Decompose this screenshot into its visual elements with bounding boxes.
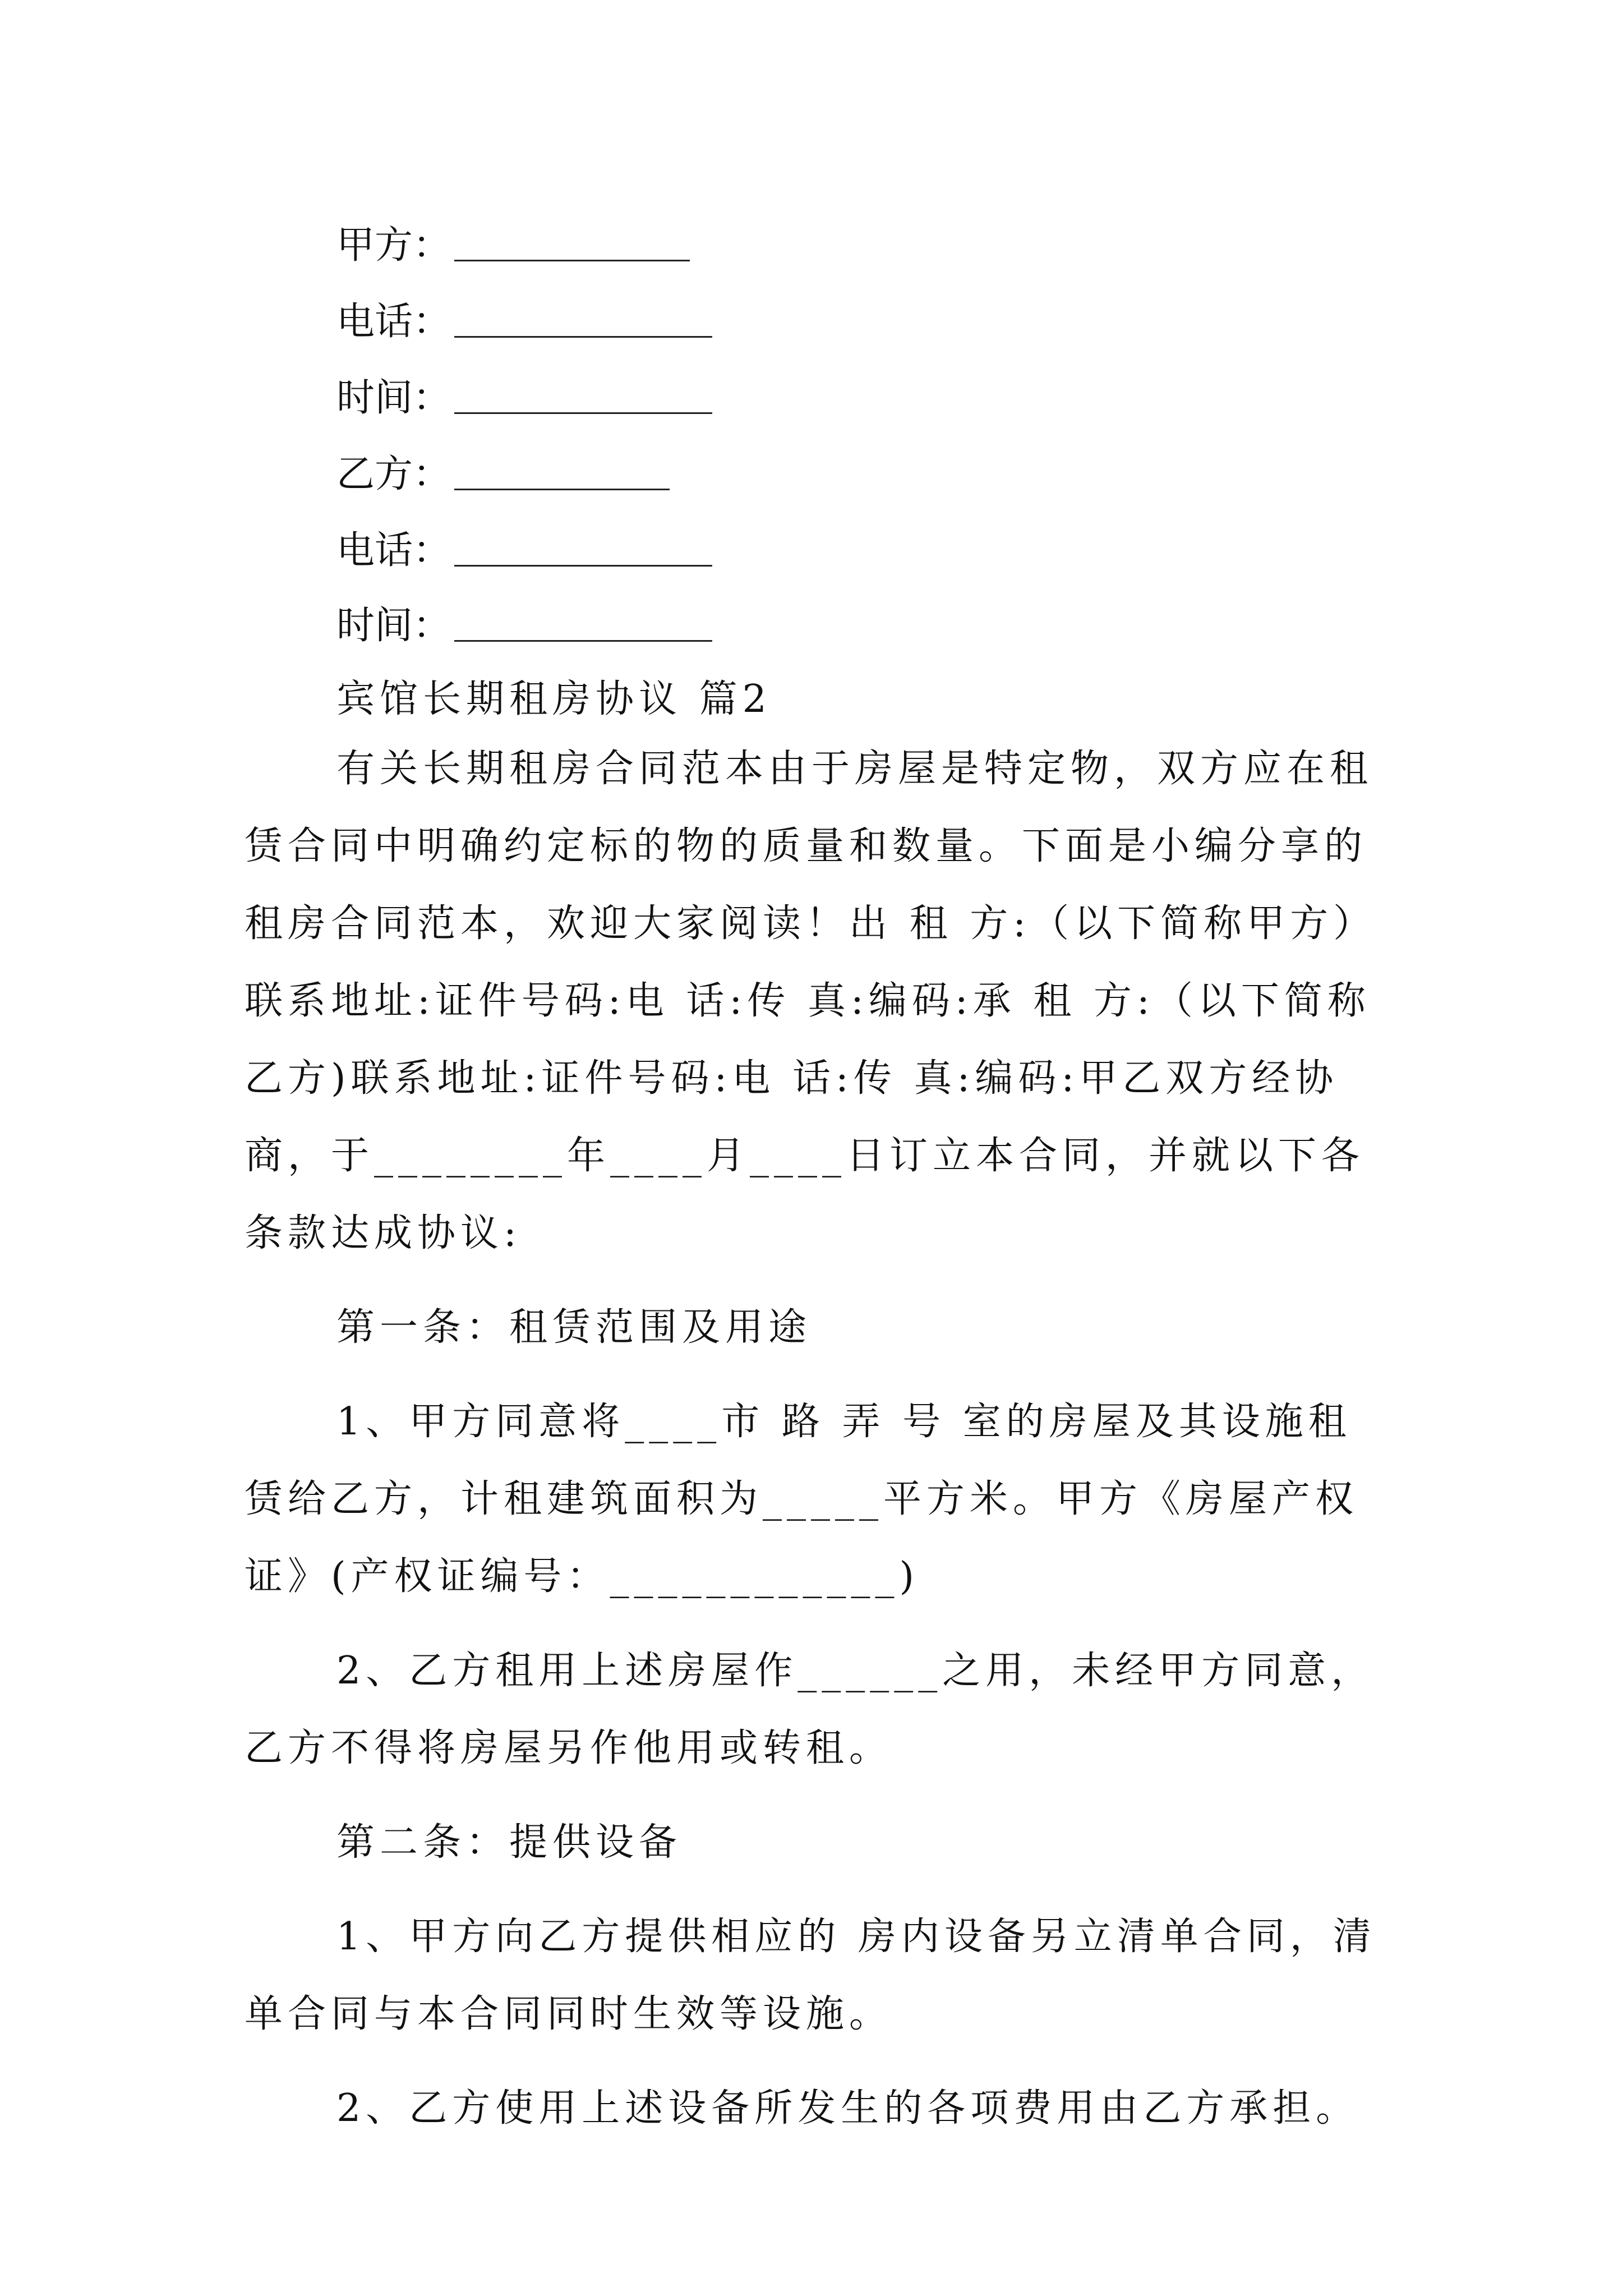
time-b-label: 时间： [336, 604, 451, 648]
intro-paragraph: 有关长期租房合同范本由于房屋是特定物，双方应在租赁合同中明确约定标的物的质量和数量。下面是小编分享的租房合同范本，欢迎大家阅读！出 租 方:（以下简称甲方）联系地址:证件号码:电 话:传 真:编码:承 租 方:（以下简称乙方)联系地址:证件号码:电 话:传 真:编码:甲乙双方经协商，于________年____月____日订立本合同，并就以下各条款达成协议: [245, 747, 1377, 1255]
phone-a-label: 电话： [336, 300, 451, 344]
time-a-label: 时间： [336, 376, 451, 420]
article-1-heading: 第一条：租赁范围及用途 [336, 1305, 812, 1350]
time-b-blank [454, 638, 712, 642]
article-2-item-1: 1、甲方向乙方提供相应的 房内设备另立清单合同，清单合同与本合同同时生效等设施。 [245, 1915, 1376, 2036]
time-a-blank [454, 410, 712, 414]
section-title: 宾馆长期租房协议 篇2 [336, 677, 772, 721]
phone-b-blank [454, 563, 712, 567]
party-b-blank [454, 486, 670, 490]
party-a-line [336, 197, 690, 268]
article-1-item-2: 2、乙方租用上述房屋作______之用，未经甲方同意，乙方不得将房屋另作他用或转租。 [245, 1649, 1375, 1770]
party-b-label: 乙方： [336, 452, 451, 496]
article-1-item-1: 1、甲方同意将____市 路 弄 号 室的房屋及其设施租赁给乙方，计租建筑面积为_____平方米。甲方《房屋产权证》(产权证编号：____________) [245, 1400, 1359, 1599]
time-a-line [336, 350, 712, 420]
party-a-blank [454, 257, 690, 261]
article-2-item-2: 2、乙方使用上述设备所发生的各项费用由乙方承担。 [336, 2086, 1359, 2131]
phone-a-line [336, 274, 712, 344]
party-a-label: 甲方： [336, 223, 451, 268]
time-b-line [336, 578, 712, 648]
party-b-line [336, 426, 670, 494]
phone-b-label: 电话： [336, 528, 451, 573]
article-2-heading: 第二条：提供设备 [336, 1820, 683, 1865]
document-body [245, 730, 1383, 2147]
phone-b-line [336, 503, 712, 573]
phone-a-blank [454, 334, 712, 338]
